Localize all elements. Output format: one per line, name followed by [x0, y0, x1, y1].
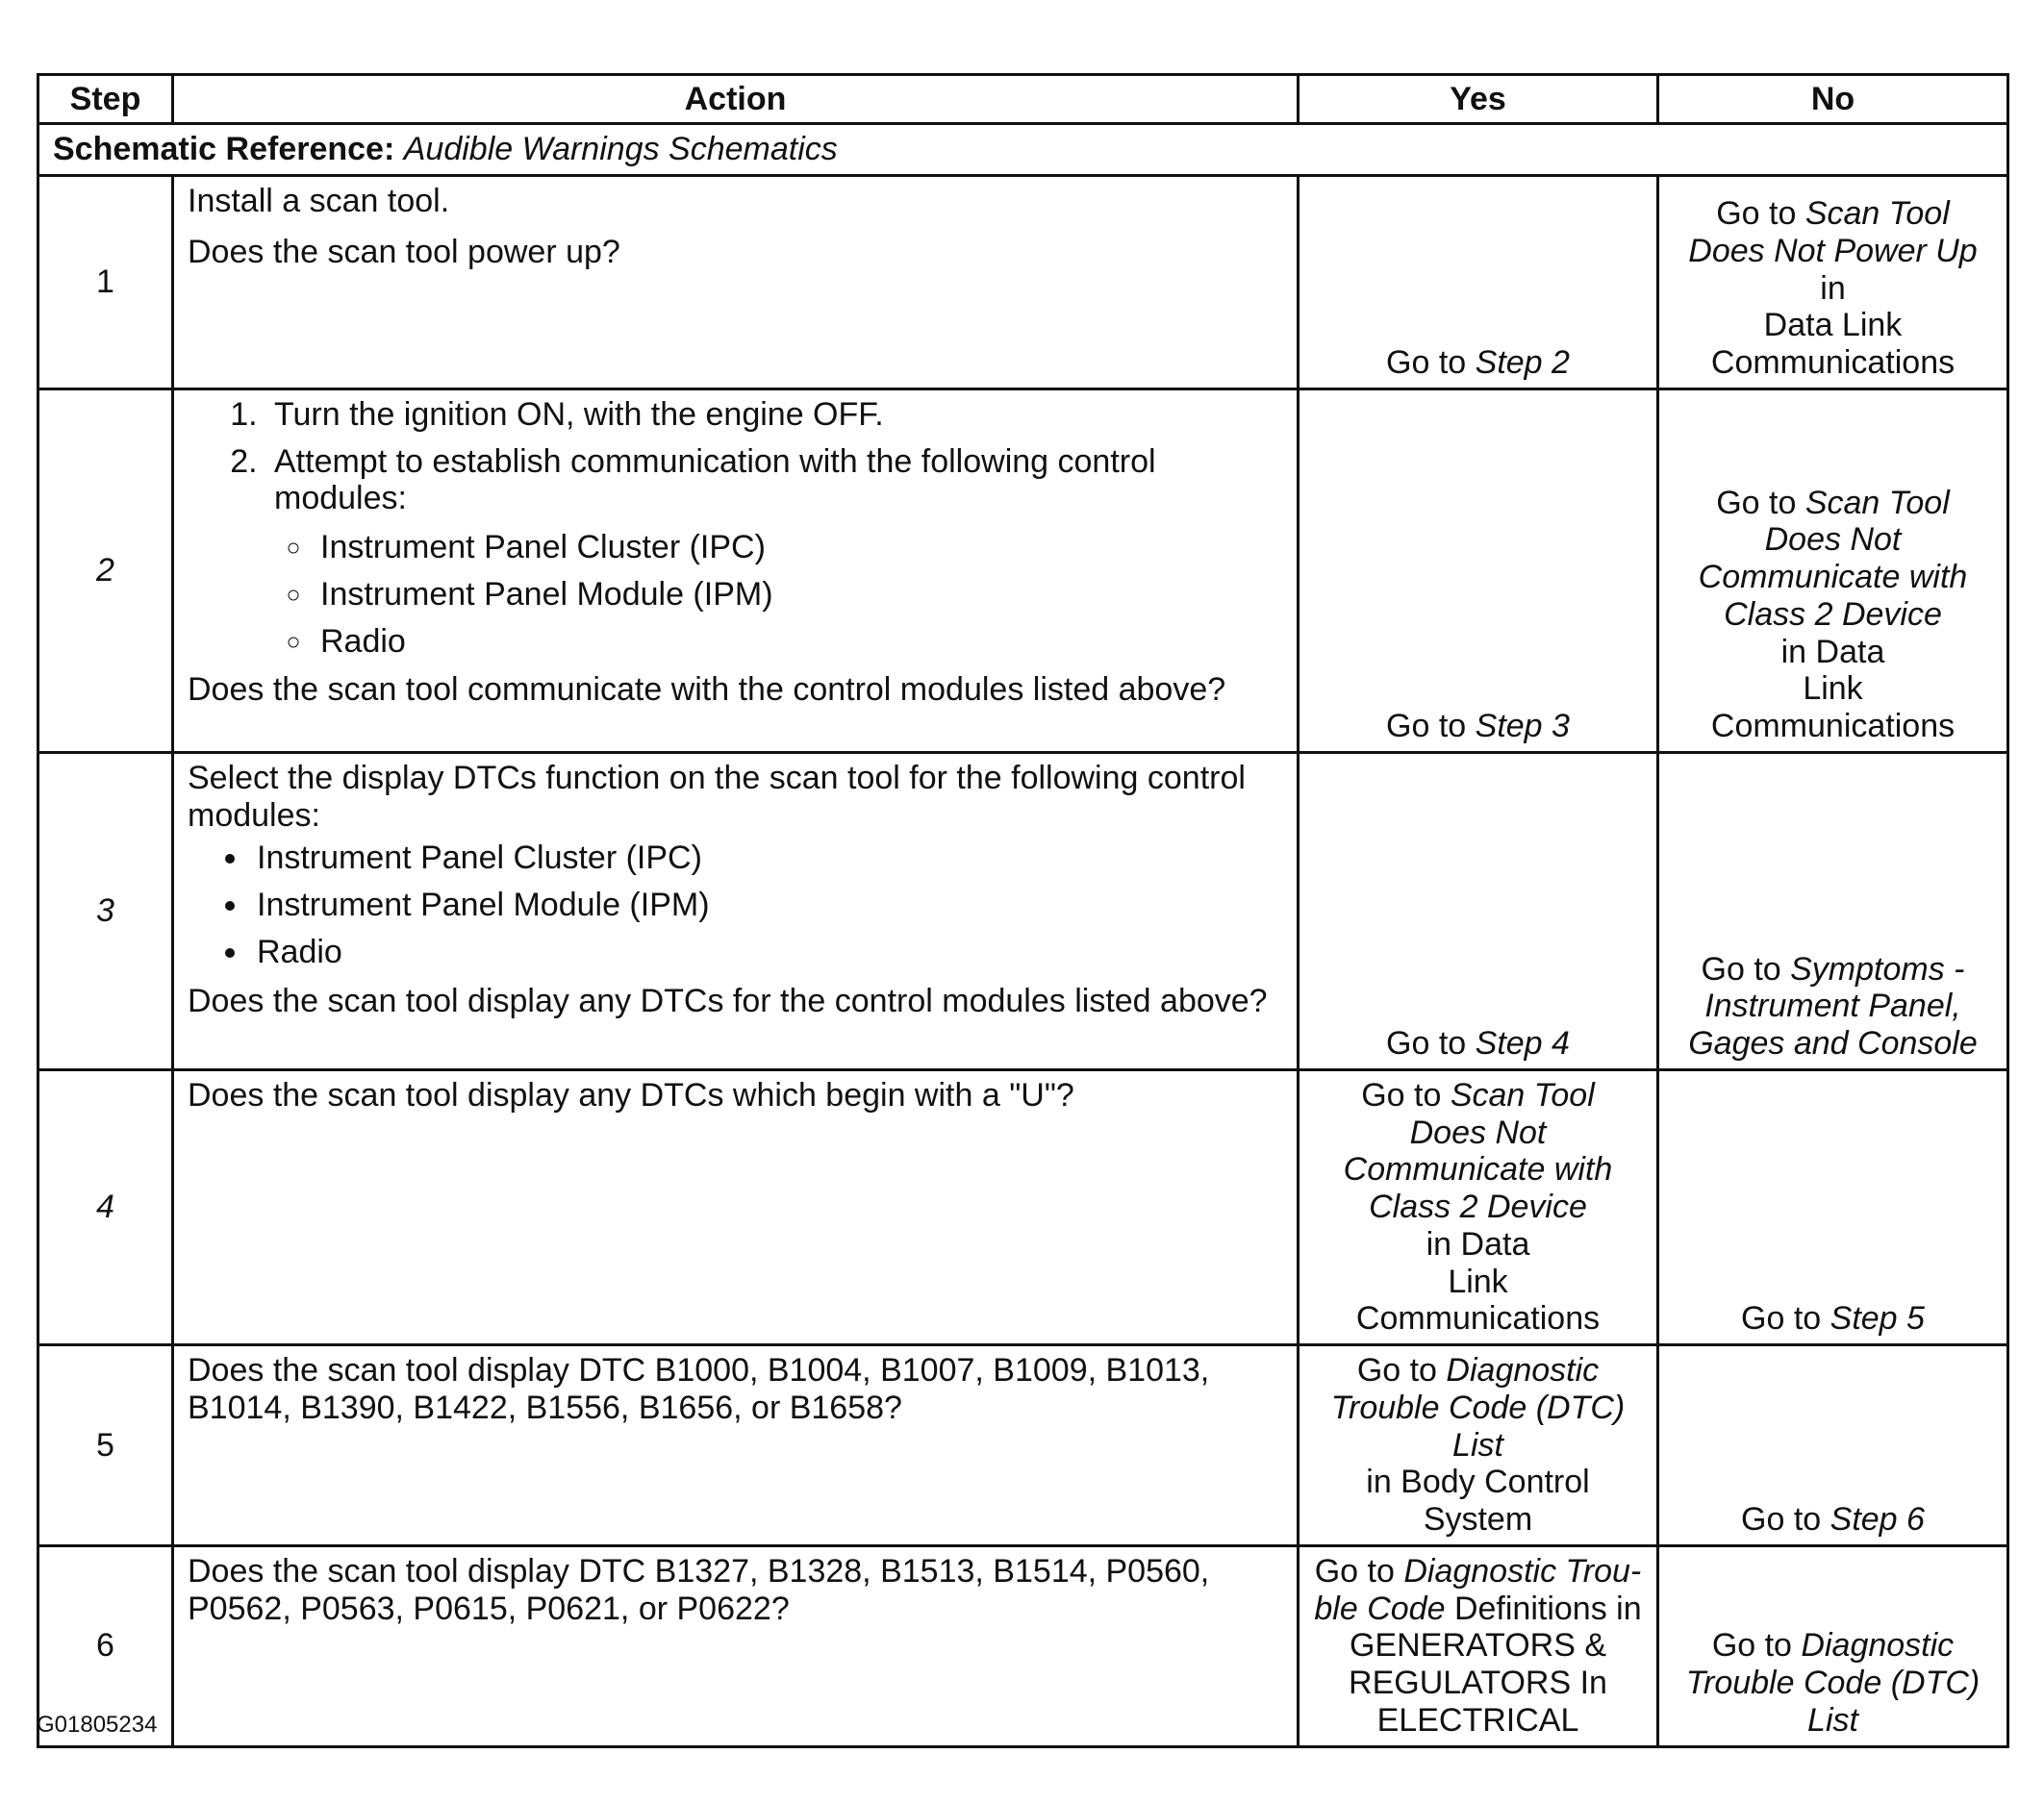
- step-number: 1: [38, 175, 173, 388]
- action-cell: [173, 1345, 1299, 1546]
- step-number: 4: [38, 1069, 173, 1344]
- no-link[interactable]: Scan Tool: [1804, 484, 1950, 521]
- step-number: 2: [38, 388, 173, 752]
- list-item: • Instrument Panel Module (IPM): [251, 887, 1283, 924]
- action-text: Install a scan tool.: [188, 182, 450, 219]
- action-text: Select the display DTCs function on the scan tool for the following control modules:: [188, 759, 1246, 834]
- action-question: Does the scan tool communicate with the control modules listed above?: [188, 671, 1226, 709]
- yes-link[interactable]: List: [1452, 1426, 1503, 1464]
- ordered-list: [188, 396, 1283, 661]
- figure-id: G01805234: [37, 1712, 158, 1738]
- header-action: Action: [173, 75, 1299, 124]
- header-row: [38, 75, 2008, 124]
- header-step: Step: [38, 75, 173, 124]
- no-cell: Go to Scan Tool Does Not Communicate with Class 2 Device in Data Link Communications: [1658, 388, 2008, 752]
- no-link[interactable]: Step 6: [1830, 1501, 1925, 1538]
- module-list: [188, 839, 1283, 970]
- yes-cell: Go to Diagnostic Trouble Code (DTC) List in Body Control System: [1299, 1345, 1658, 1546]
- table-row: [38, 388, 2008, 752]
- table-row: [38, 1345, 2008, 1546]
- no-link[interactable]: Symptoms -: [1790, 950, 1965, 988]
- reference-label: Schematic Reference:: [53, 131, 395, 167]
- action-question: Does the scan tool display DTC B1000, B1004, B1007, B1009, B1013, B1014, B1390, B1422, B1556, B1656, or B1658?: [188, 1352, 1210, 1426]
- reference-row: [38, 124, 2008, 176]
- no-link[interactable]: Does Not: [1764, 521, 1902, 559]
- no-link[interactable]: Class 2 Device: [1724, 595, 1942, 633]
- yes-link[interactable]: Communicate with: [1343, 1151, 1613, 1189]
- schematic-reference: [38, 124, 2008, 176]
- module-list: [274, 529, 1283, 660]
- yes-link[interactable]: Trouble Code (DTC): [1330, 1389, 1626, 1426]
- list-item: 2. Attempt to establish communication with the following control modules: ◦ Instrument Panel Cluster (IPC) ◦ Instrument Panel Module (IPM) ◦ Radio: [266, 443, 1283, 661]
- no-cell: Go to Step 5: [1658, 1069, 2008, 1344]
- no-link[interactable]: Communicate with: [1698, 559, 1968, 595]
- no-cell: Go to Symptoms - Instrument Panel, Gages and Console: [1658, 752, 2008, 1069]
- yes-cell: Go to Scan Tool Does Not Communicate with Class 2 Device in Data Link Communications: [1299, 1069, 1658, 1344]
- reference-link[interactable]: Audible Warnings Schematics: [403, 131, 838, 167]
- list-item: • Instrument Panel Cluster (IPC): [251, 839, 1283, 877]
- action-question: Does the scan tool display DTC B1327, B1328, B1513, B1514, P0560, P0562, P0563, P0615, P0621, or P0622?: [188, 1552, 1210, 1627]
- table-row: [38, 752, 2008, 1069]
- yes-link[interactable]: Diagnostic: [1446, 1352, 1600, 1389]
- no-link[interactable]: Instrument Panel,: [1704, 988, 1961, 1025]
- yes-link[interactable]: Does Not: [1409, 1114, 1547, 1151]
- yes-link[interactable]: Step 3: [1475, 708, 1570, 744]
- no-cell: Go to Step 6: [1658, 1345, 2008, 1546]
- step-number: 5: [38, 1345, 173, 1546]
- yes-cell: Go to Step 4: [1299, 752, 1658, 1069]
- list-item: ◦ Radio: [315, 623, 1283, 661]
- no-link[interactable]: Scan Tool: [1804, 195, 1950, 232]
- table-row: [38, 1545, 2008, 1746]
- yes-link[interactable]: Scan Tool: [1450, 1076, 1595, 1114]
- diagnostic-table: [37, 73, 2009, 1748]
- yes-cell: Go to Step 2: [1299, 175, 1658, 388]
- no-link[interactable]: Step 5: [1830, 1300, 1925, 1338]
- list-item: • Radio: [251, 934, 1283, 971]
- action-cell: [173, 752, 1299, 1069]
- no-link[interactable]: Does Not Power Up: [1688, 232, 1978, 269]
- yes-link[interactable]: Step 4: [1475, 1025, 1570, 1062]
- no-link[interactable]: Diagnostic: [1801, 1627, 1955, 1665]
- yes-cell: Go to Step 3: [1299, 388, 1658, 752]
- list-item: ◦ Instrument Panel Module (IPM): [315, 576, 1283, 614]
- list-item: 1. Turn the ignition ON, with the engine OFF.: [266, 396, 1283, 434]
- list-item: ◦ Instrument Panel Cluster (IPC): [315, 529, 1283, 566]
- no-link[interactable]: Gages and Console: [1688, 1025, 1978, 1062]
- header-yes: Yes: [1299, 75, 1658, 124]
- action-cell: [173, 1069, 1299, 1344]
- action-question: Does the scan tool display any DTCs for the control modules listed above?: [188, 982, 1268, 1019]
- yes-link[interactable]: Class 2 Device: [1369, 1189, 1587, 1225]
- step-number: 3: [38, 752, 173, 1069]
- no-link[interactable]: Trouble Code (DTC): [1685, 1665, 1981, 1701]
- table-row: [38, 175, 2008, 388]
- action-question: Does the scan tool power up?: [188, 233, 620, 270]
- no-cell: Go to Scan Tool Does Not Power Up in Data Link Communications: [1658, 175, 2008, 388]
- header-no: No: [1658, 75, 2008, 124]
- yes-link[interactable]: ble Code: [1314, 1590, 1446, 1627]
- yes-link[interactable]: Step 2: [1475, 344, 1570, 381]
- table-row: [38, 1069, 2008, 1344]
- action-cell: [173, 388, 1299, 752]
- action-question: Does the scan tool display any DTCs which begin with a "U"?: [188, 1076, 1074, 1114]
- action-cell: [173, 175, 1299, 388]
- step-number: 6: [38, 1545, 173, 1746]
- action-cell: [173, 1545, 1299, 1746]
- yes-cell: Go to Diagnostic Trou- ble Code Definitions in GENERATORS & REGULATORS In ELECTRICAL: [1299, 1545, 1658, 1746]
- no-link[interactable]: List: [1807, 1701, 1858, 1739]
- yes-link[interactable]: Diagnostic Trou-: [1403, 1552, 1642, 1590]
- no-cell: Go to Diagnostic Trouble Code (DTC) List: [1658, 1545, 2008, 1746]
